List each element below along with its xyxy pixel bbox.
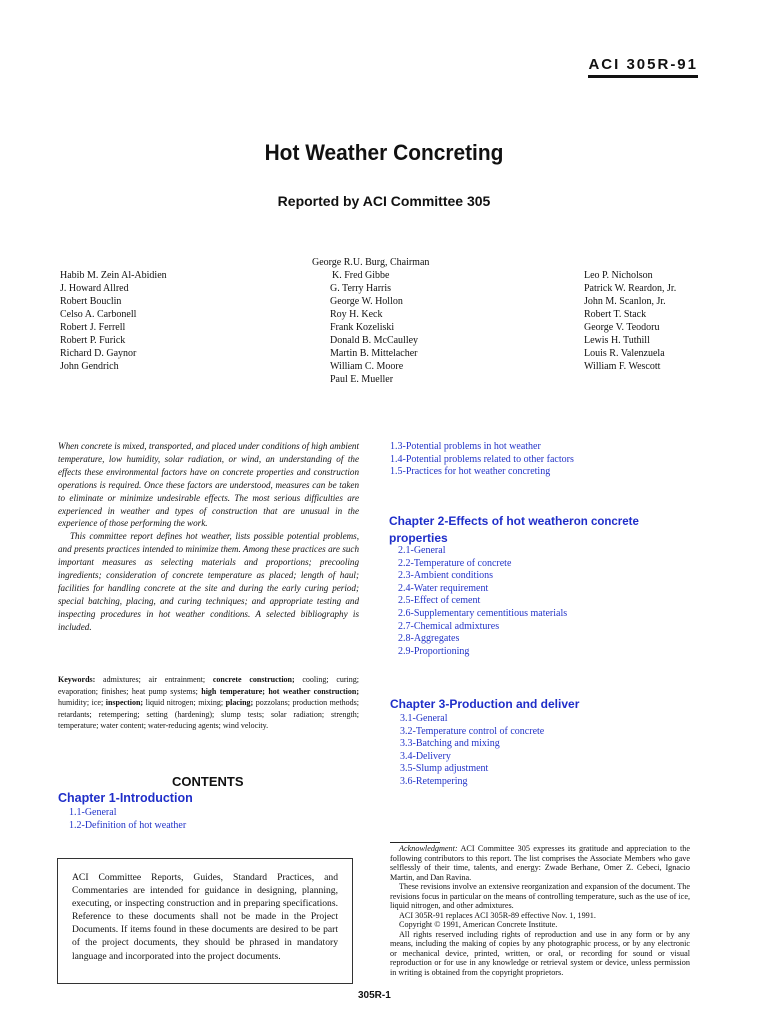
committee-member: John Gendrich [60, 361, 119, 372]
acknowledgment-paragraph: These revisions involve an extensive reorganization and expansion of the document. The revisions focus in particular on the means of controlling temperature, such as the use of ice, liquid nitrogen, and other admixtures. [390, 882, 690, 910]
committee-member: Leo P. Nicholson [584, 270, 653, 281]
toc-item[interactable]: 3.5-Slump adjustment [400, 763, 489, 775]
toc-item[interactable]: 2.8-Aggregates [398, 633, 460, 645]
page-number: 305R-1 [358, 990, 391, 1001]
toc-item[interactable]: 2.5-Effect of cement [398, 595, 481, 607]
acknowledgment-paragraph: ACI 305R-91 replaces ACI 305R-89 effective Nov. 1, 1991. [399, 910, 596, 920]
committee-member: Robert Bouclin [60, 296, 122, 307]
committee-member: George W. Hollon [330, 296, 403, 307]
acknowledgment-text: ACI Committee 305 expresses its gratitude and appreciation to the following contributors to this report. The list comprises the Associate Members who gave selflessly of their time, talents, and energy: Zwade Berhane, Omer Z. Cebeci, Ignacio Martin, and Dan Ravina. [390, 844, 690, 882]
toc-item[interactable]: 1.5-Practices for hot weather concreting [390, 466, 551, 478]
toc-item[interactable]: 2.2-Temperature of concrete [398, 557, 512, 569]
toc-item[interactable]: 3.2-Temperature control of concrete [400, 725, 545, 737]
toc-chapter-3[interactable]: Chapter 3-Production and deliver [390, 697, 580, 711]
keyword-text: liquid nitrogen; mixing; [143, 698, 226, 707]
acknowledgment-paragraph: Copyright © 1991, American Concrete Institute. [399, 920, 558, 929]
toc-item[interactable]: 1.2-Definition of hot weather [69, 819, 187, 831]
keywords [58, 674, 359, 732]
toc-item[interactable]: 2.4-Water requirement [398, 582, 489, 594]
committee-member: K. Fred Gibbe [332, 270, 390, 281]
committee-member: Celso A. Carbonell [60, 309, 137, 320]
committee-members-right [584, 269, 676, 373]
acknowledgment-paragraph [390, 844, 690, 882]
abstract-paragraph: When concrete is mixed, transported, and placed under conditions of high ambient temperature, low humidity, solar radiation, or wind, an understanding of the effects these environmental factors have on concrete properties and construction operations is required. Once these factors are understood, measures can be taken to eliminate or minimize undesirable effects. The most serious difficulties are experienced in weather and types of construction that are unusual in the experience of those performing the work. [58, 441, 359, 529]
committee-members-left [60, 269, 167, 373]
committee-member: Habib M. Zein Al-Abidien [60, 270, 167, 281]
abstract-paragraph: This committee report defines hot weather, lists possible potential problems, and presents practices intended to minimize them. Among these practices are such important measures as selecting materials and proportions; precooling ingredients; consideration of concrete temperature as placed; length of haul; facilities for handling concrete at the site and during the early curing period; special batching, placing, and curing techniques; and appropriate testing and inspecting procedures in hot weather conditions. A selected bibliography is included. [58, 531, 359, 632]
document-code: ACI 305R-91 [588, 56, 698, 78]
toc-chapter-1[interactable]: Chapter 1-Introduction [58, 791, 193, 805]
toc-item[interactable]: 3.3-Batching and mixing [400, 738, 500, 750]
committee-member: John M. Scanlon, Jr. [584, 296, 666, 307]
committee-member: William F. Wescott [584, 361, 661, 372]
toc-chapter-2-title-end: properties [389, 531, 448, 545]
toc-chapter-2-title: Chapter 2-Effects of hot weather [389, 514, 574, 528]
committee-member: Robert T. Stack [584, 309, 647, 320]
keyword-text: pozzolans; production methods; retardants; retempering; setting (hardening); slump tests; solar radiation; strength; temperature; water content; water-reducing agents; wind velocity. [58, 698, 359, 730]
keyword-text: humidity; ice; [58, 698, 106, 707]
committee-members-middle [312, 256, 429, 386]
toc-chapter-1-items [69, 807, 186, 832]
toc-item[interactable]: 1.4-Potential problems related to other factors [390, 453, 574, 465]
keyword-bold: high temperature; hot weather construction; [201, 686, 360, 696]
committee-member: Louis R. Valenzuela [584, 348, 665, 359]
document-title: Hot Weather Concreting [264, 140, 504, 165]
committee-member: Donald B. McCaulley [330, 335, 419, 346]
acknowledgment [390, 844, 690, 977]
committee-member: William C. Moore [330, 361, 404, 372]
committee-member: Richard D. Gaynor [60, 348, 137, 359]
committee-member: Patrick W. Reardon, Jr. [584, 283, 677, 294]
toc-item[interactable]: 3.1-General [400, 713, 448, 724]
toc-chapter-2-items [398, 545, 567, 658]
committee-member: Frank Kozeliski [330, 322, 395, 333]
committee-member: Lewis H. Tuthill [584, 335, 650, 346]
keyword-text: cooling; curing; evaporation; finishes; heat pump systems; [58, 675, 359, 696]
committee-chairman: George R.U. Burg, Chairman [312, 257, 430, 268]
toc-item[interactable]: 2.1-General [398, 545, 446, 556]
acknowledgment-paragraph: All rights reserved including rights of reproduction and use in any form or by any means, including the making of copies by any photographic process, or by any electronic or mechanical device, printed, written, or oral, or recording for sound or visual reproduction or for use in any knowledge or retrieval system or device, unless permission in writing is obtained from the copyright proprietors. [390, 929, 690, 977]
keyword-bold: concrete construction; [212, 675, 295, 684]
toc-item[interactable]: 2.9-Proportioning [398, 645, 470, 657]
toc-chapter-2-title-cont: on concrete [573, 516, 639, 528]
toc-chapter-2[interactable] [389, 513, 689, 546]
footnote-divider [390, 842, 440, 843]
toc-chapter-1-continued [390, 441, 574, 479]
document-subtitle: Reported by ACI Committee 305 [277, 193, 491, 209]
toc-item[interactable]: 1.3-Potential problems in hot weather [390, 441, 541, 452]
committee-member: Martin B. Mittelacher [330, 348, 418, 359]
keyword-text: admixtures; air entrainment; [95, 675, 213, 684]
abstract [58, 440, 359, 634]
acknowledgment-label: Acknowledgment: [399, 844, 458, 853]
toc-item[interactable]: 3.6-Retempering [400, 775, 468, 787]
toc-item[interactable]: 1.1-General [69, 807, 117, 818]
committee-member: Robert P. Furick [60, 335, 126, 346]
committee-member: Roy H. Keck [330, 309, 383, 320]
committee-member: J. Howard Allred [60, 283, 129, 294]
committee-member: G. Terry Harris [330, 283, 392, 294]
toc-item[interactable]: 2.3-Ambient conditions [398, 570, 493, 582]
committee-member: Robert J. Ferrell [60, 322, 126, 333]
toc-item[interactable]: 3.4-Delivery [400, 750, 451, 762]
keyword-bold: placing; [225, 698, 254, 707]
committee-member: Paul E. Mueller [330, 374, 394, 385]
keywords-label: Keywords: [58, 675, 96, 684]
committee-member: George V. Teodoru [584, 322, 660, 333]
contents-heading: CONTENTS [172, 774, 244, 789]
toc-chapter-3-items [400, 713, 544, 789]
keyword-bold: inspection; [105, 698, 144, 707]
aci-notice-box: ACI Committee Reports, Guides, Standard Practices, and Commentaries are intended for guidance in designing, planning, executing, or inspecting construction and in preparing specifications. Reference to these documents shall not be made in the Project Documents. If items found in these documents are desired to be part of the project documents, they should be phrased in mandatory language and incorporated into the project documents. [57, 858, 353, 984]
toc-item[interactable]: 2.6-Supplementary cementitious materials [398, 607, 568, 619]
toc-item[interactable]: 2.7-Chemical admixtures [398, 620, 500, 632]
